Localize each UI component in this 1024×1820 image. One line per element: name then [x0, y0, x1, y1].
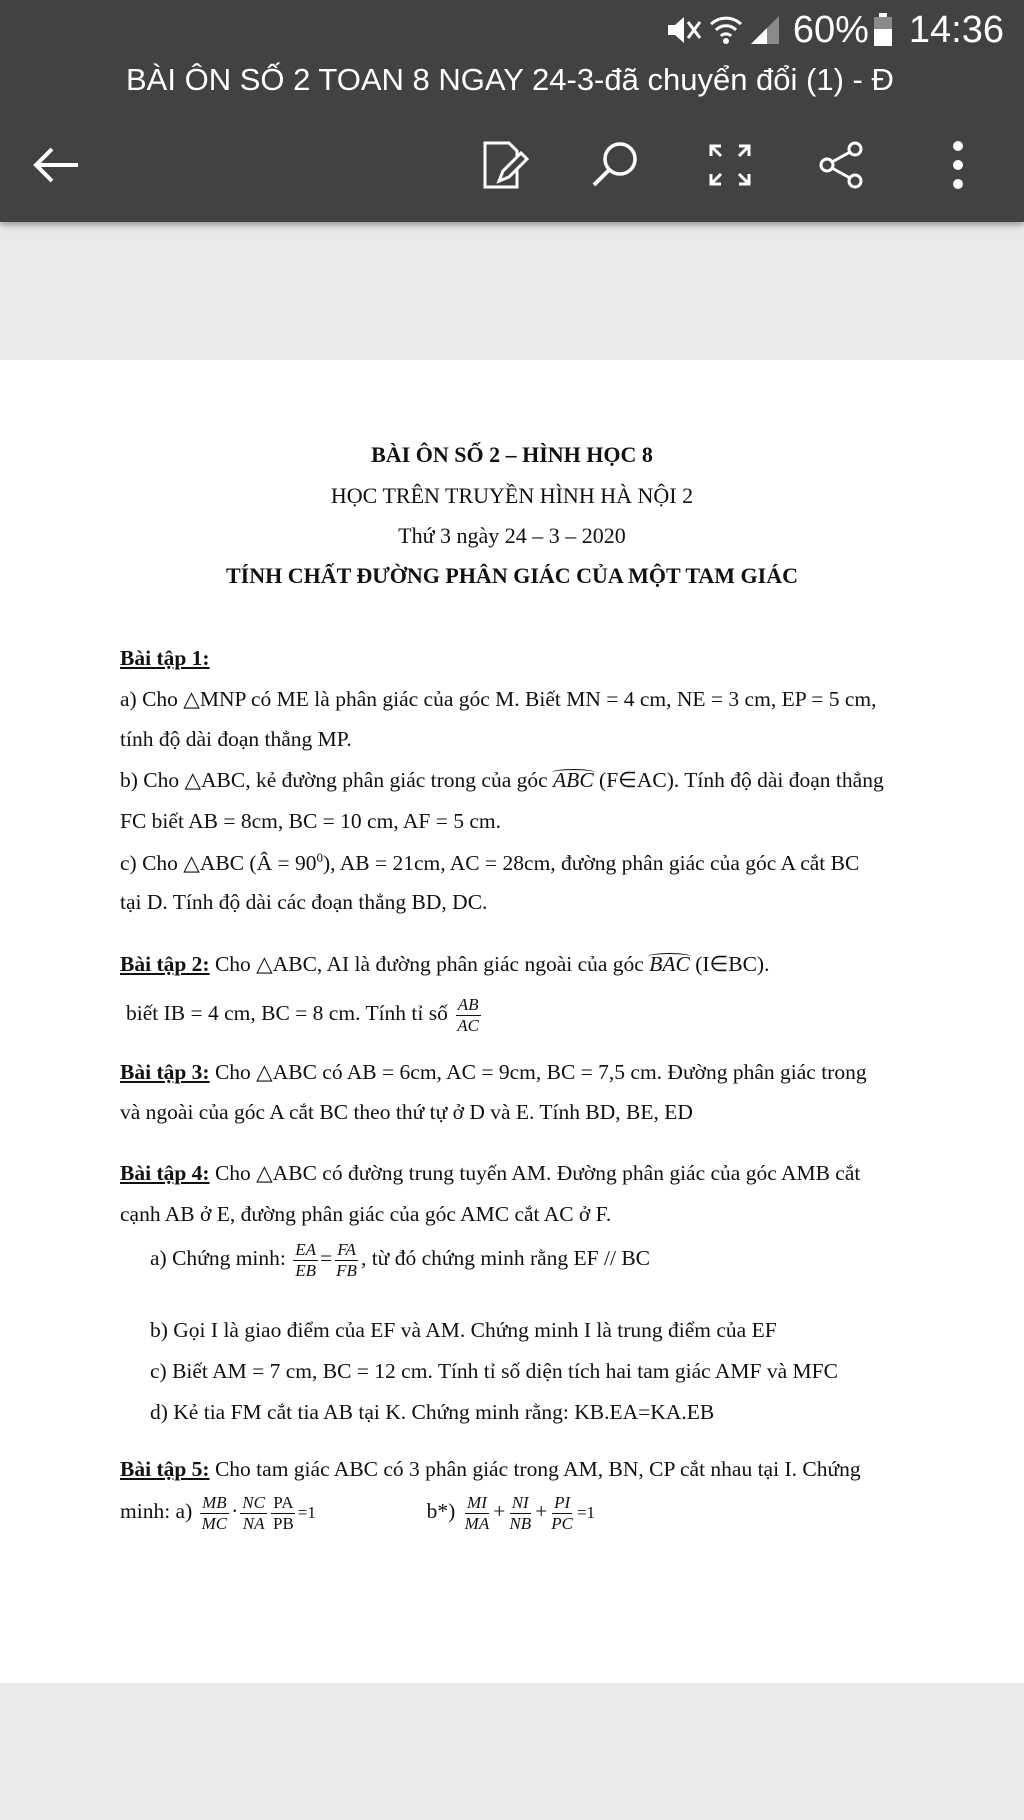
signal-icon: [749, 14, 781, 46]
status-bar: [665, 8, 1004, 52]
share-button[interactable]: [812, 135, 872, 195]
more-options-button[interactable]: [928, 135, 988, 195]
app-toolbar: [0, 0, 1024, 222]
search-icon: [589, 139, 641, 191]
exercise-1a-line2: tính độ dài đoạn thẳng MP.: [120, 727, 352, 751]
exercise-1c-line1: c) Cho △ABC (Â = $90^0$), AB = 21cm, AC = 28cm, đường phân giác của góc A cắt BC: [120, 850, 860, 876]
mute-icon: [665, 14, 703, 46]
fullscreen-button[interactable]: [700, 135, 760, 195]
exercise-4d: d) Kẻ tia FM cắt tia AB tại K. Chứng minh rằng: KB.EA=KA.EB: [150, 1400, 715, 1424]
exercise-4-line1: Bài tập 4: Cho △ABC có đường trung tuyến AM. Đường phân giác của góc AMB cắt: [120, 1161, 861, 1185]
exercise-1a-line1: a) Cho △MNP có ME là phân giác của góc M. Biết MN = 4 cm, NE = 3 cm, EP = 5 cm,: [120, 687, 877, 711]
exercise-3-line1: Bài tập 3: Cho △ABC có AB = 6cm, AC = 9cm, BC = 7,5 cm. Đường phân giác trong: [120, 1060, 867, 1084]
wifi-icon: [709, 14, 743, 46]
exercise-4b: b) Gọi I là giao điểm của EF và AM. Chứng minh I là trung điểm của EF: [150, 1318, 777, 1342]
edit-icon: [481, 139, 529, 191]
document-title: BÀI ÔN SỐ 2 TOAN 8 NGAY 24-3-đã chuyển đổi (1) - Đ: [126, 62, 894, 97]
angle-abc: ABC: [553, 768, 594, 792]
document-page: [0, 360, 1024, 1683]
search-button[interactable]: [585, 135, 645, 195]
doc-subheading: HỌC TRÊN TRUYỀN HÌNH HÀ NỘI 2: [330, 483, 694, 508]
edit-button[interactable]: [475, 135, 535, 195]
exercise-1-label: Bài tập 1:: [120, 646, 210, 670]
back-button[interactable]: [26, 135, 86, 195]
exercise-2-line2: biết IB = 4 cm, BC = 8 cm. Tính tỉ số $\frac{AB}{AC}$: [126, 995, 479, 1035]
exercise-1b-line1: b) Cho △ABC, kẻ đường phân giác trong của góc ABC (F∈AC). Tính độ dài đoạn thẳng: [120, 768, 884, 792]
share-icon: [817, 140, 867, 190]
exercise-5-line1: Bài tập 5: Cho tam giác ABC có 3 phân giác trong AM, BN, CP cắt nhau tại I. Chứng: [120, 1457, 861, 1481]
back-arrow-icon: [30, 145, 82, 185]
doc-topic: TÍNH CHẤT ĐƯỜNG PHÂN GIÁC CỦA MỘT TAM GIÁC: [225, 563, 799, 588]
fullscreen-icon: [707, 142, 753, 188]
battery-icon: [873, 13, 893, 47]
angle-bac: BAC: [649, 952, 690, 976]
doc-heading: BÀI ÔN SỐ 2 – HÌNH HỌC 8: [371, 442, 653, 467]
fraction-ab-ac: $\frac{AB}{AC}$: [457, 995, 479, 1035]
exercise-4-line2: cạnh AB ở E, đường phân giác của góc AMC cắt AC ở F.: [120, 1202, 612, 1226]
exercise-4c: c) Biết AM = 7 cm, BC = 12 cm. Tính tỉ số diện tích hai tam giác AMF và MFC: [150, 1359, 838, 1383]
clock: 14:36: [908, 8, 1004, 51]
exercise-3-line2: và ngoài của góc A cắt BC theo thứ tự ở D và E. Tính BD, BE, ED: [120, 1100, 693, 1124]
battery-percent: 60%: [792, 8, 869, 51]
exercise-4a: a) Chứng minh: $\frac{EA}{EB}$ = $\frac{FA}{FB}$ , từ đó chứng minh rằng EF // BC: [150, 1240, 651, 1280]
exercise-2-line1: Bài tập 2: Cho △ABC, AI là đường phân giác ngoài của góc BAC (I∈BC).: [120, 952, 770, 976]
exercise-5-line2: minh: a) $\frac{MB}{MC}$ · $\frac{NC}{NA}$ $\frac{PA}{PB}$ =1 b*) $\frac{MI}{MA}$ + $\frac{NI}{NB}$ + $\frac{PI}{PC}$ =1: [120, 1493, 596, 1533]
doc-date: Thứ 3 ngày 24 – 3 – 2020: [398, 523, 626, 548]
exercise-1c-line2: tại D. Tính độ dài các đoạn thẳng BD, DC.: [120, 890, 488, 914]
exercise-1b-line2: FC biết AB = 8cm, BC = 10 cm, AF = 5 cm.: [120, 809, 501, 833]
more-icon: [951, 140, 965, 190]
